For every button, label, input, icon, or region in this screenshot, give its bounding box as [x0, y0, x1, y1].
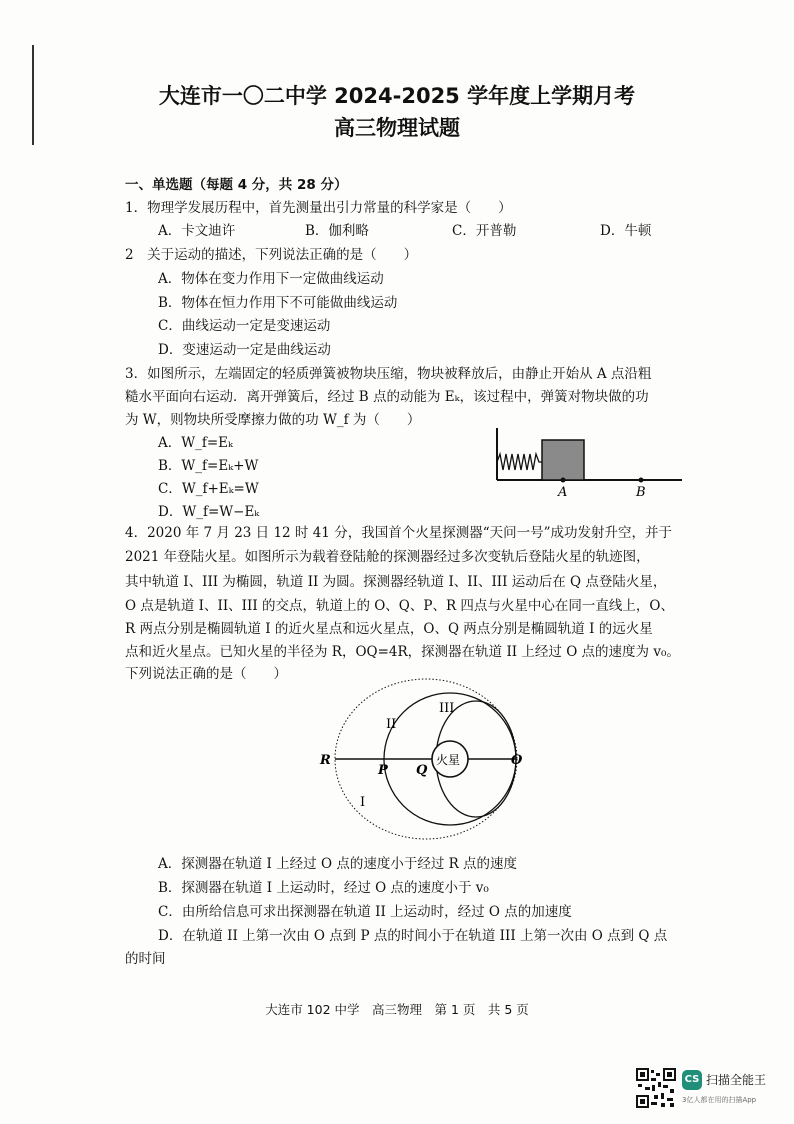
- q2-stem: 2 关于运动的描述，下列说法正确的是（ ）: [125, 247, 418, 263]
- scanner-tagline: 3亿人都在用的扫描App: [682, 1096, 757, 1104]
- label-p: P: [378, 763, 388, 778]
- q1-option-d: D．牛顿: [600, 223, 652, 239]
- section-heading: 一、单选题（每题 4 分，共 28 分）: [125, 177, 348, 193]
- label-a: A: [558, 485, 568, 500]
- orbit-figure: [300, 678, 540, 848]
- mars-label: 火星: [436, 753, 461, 767]
- label-r: R: [320, 753, 331, 768]
- q3-option-b: B．W_f=Eₖ+W: [158, 458, 259, 474]
- block: [542, 440, 584, 480]
- q4-stem-line4: O 点是轨道 I、II、III 的交点，轨道上的 O、Q、P、R 四点与火星中心在同一直线上，O、: [125, 598, 674, 614]
- q2-option-d: D．变速运动一定是曲线运动: [158, 342, 331, 358]
- q1-option-c: C．开普勒: [452, 223, 517, 239]
- q3-stem-line2: 糙水平面向右运动．离开弹簧后，经过 B 点的动能为 Eₖ，该过程中，弹簧对物块做的功: [125, 389, 649, 405]
- label-b: B: [636, 485, 646, 500]
- point-a-dot: [561, 478, 566, 483]
- q4-option-a: A．探测器在轨道 I 上经过 O 点的速度小于经过 R 点的速度: [158, 856, 518, 872]
- q2-option-c: C．曲线运动一定是变速运动: [158, 318, 331, 334]
- label-q: Q: [416, 763, 428, 778]
- q2-option-a: A．物体在变力作用下一定做曲线运动: [158, 271, 384, 287]
- q3-option-d: D．W_f=W−Eₖ: [158, 504, 260, 520]
- q1-option-b: B．伽利略: [305, 223, 369, 239]
- q4-stem-line6: 点和近火星点。已知火星的半径为 R，OQ=4R，探测器在轨道 II 上经过 O 点的速度为 v₀。: [125, 644, 680, 660]
- exam-title: 大连市一〇二中学 2024-2025 学年度上学期月考: [158, 84, 636, 108]
- label-orbit-iii: III: [439, 701, 455, 716]
- q3-option-c: C．W_f+Eₖ=W: [158, 481, 259, 497]
- scanner-app-name: 扫描全能王: [706, 1073, 767, 1087]
- q4-stem-line2: 2021 年登陆火星。如图所示为载着登陆舱的探测器经过多次变轨后登陆火星的轨迹图，: [125, 549, 650, 565]
- q4-option-d-line2: 的时间: [125, 951, 166, 967]
- label-orbit-i: I: [360, 795, 366, 810]
- q4-stem-line7: 下列说法正确的是（ ）: [125, 666, 287, 682]
- label-orbit-ii: II: [386, 717, 397, 732]
- q3-stem-line1: 3．如图所示，左端固定的轻质弹簧被物块压缩，物块被释放后，由静止开始从 A 点沿粗: [125, 366, 652, 382]
- q3-option-a: A．W_f=Eₖ: [158, 435, 233, 451]
- qr-code-icon: [636, 1068, 676, 1108]
- q4-stem-line3: 其中轨道 I、III 为椭圆，轨道 II 为圆。探测器经轨道 I、II、III 运动后在 Q 点登陆火星，: [125, 574, 667, 590]
- q2-option-b: B．物体在恒力作用下不可能做曲线运动: [158, 295, 398, 311]
- q4-stem-line5: R 两点分别是椭圆轨道 I 的近火星点和远火星点，O、Q 两点分别是椭圆轨道 I 的远火星: [125, 621, 653, 637]
- cs-logo-icon: CS: [682, 1070, 702, 1090]
- scanner-watermark: [636, 1068, 786, 1113]
- exam-subtitle: 高三物理试题: [334, 116, 460, 140]
- q3-stem-line3: 为 W，则物块所受摩擦力做的功 W_f 为（ ）: [125, 412, 421, 428]
- point-b-dot: [639, 478, 644, 483]
- q4-option-d-line1: D．在轨道 II 上第一次由 O 点到 P 点的时间小于在轨道 III 上第一次由 O 点到 Q 点: [158, 928, 668, 944]
- page-footer: 大连市 102 中学 高三物理 第 1 页 共 5 页: [265, 1002, 529, 1017]
- q1-option-a: A．卡文迪许: [158, 223, 236, 239]
- q4-option-c: C．由所给信息可求出探测器在轨道 II 上运动时，经过 O 点的加速度: [158, 904, 572, 920]
- spring-coil: [497, 454, 542, 470]
- q4-stem-line1: 4．2020 年 7 月 23 日 12 时 41 分，我国首个火星探测器“天问一号”成功发射升空，并于: [125, 525, 672, 541]
- label-o: O: [511, 753, 523, 768]
- q1-stem: 1．物理学发展历程中，首先测量出引力常量的科学家是（ ）: [125, 200, 512, 216]
- spring-block-figure: [494, 424, 686, 500]
- q4-option-b: B．探测器在轨道 I 上运动时，经过 O 点的速度小于 v₀: [158, 880, 489, 896]
